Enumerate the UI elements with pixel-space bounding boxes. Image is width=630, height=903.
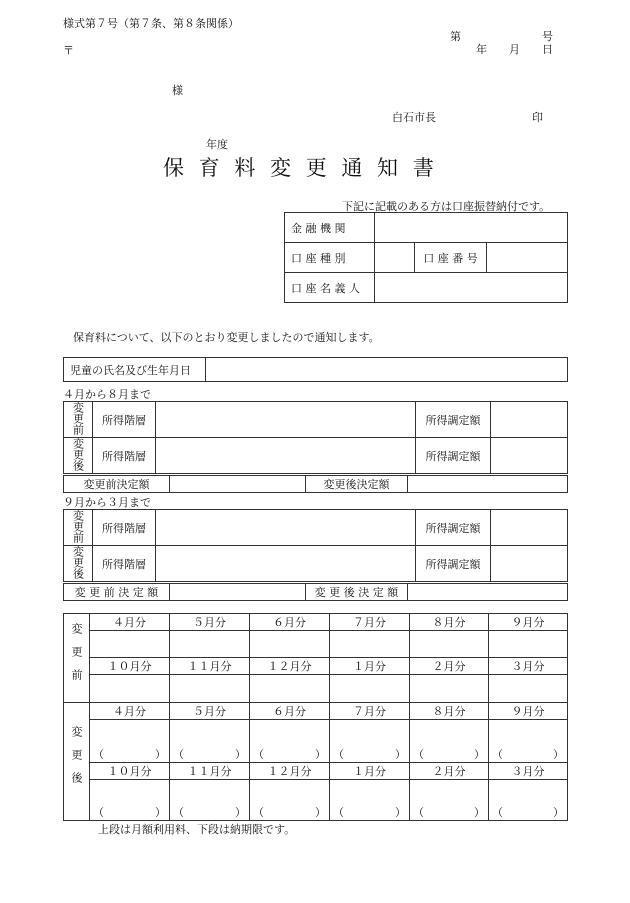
after-amount-cell [330, 780, 410, 821]
period2-after-label: 変更後 [64, 546, 93, 582]
bank-institution-value [375, 213, 568, 243]
date-day: 日 [542, 43, 553, 56]
close-paren: ） [395, 806, 406, 819]
due-date-parens [330, 807, 409, 820]
open-paren: （ [253, 748, 264, 761]
account-type-label: 口 座 種 別 [285, 243, 375, 273]
period1-after-class-value [156, 438, 416, 474]
after-amount-cell [90, 720, 170, 763]
open-paren: （ [93, 748, 104, 761]
before-amount-cell [410, 675, 489, 703]
close-paren: ） [235, 748, 246, 761]
after-month-label: ２月分 [410, 763, 489, 780]
before-amount-cell [330, 631, 410, 658]
period1-after-decision-value [408, 476, 568, 493]
before-month-label: １１月分 [170, 658, 250, 675]
before-amount-cell [170, 631, 250, 658]
bank-table [284, 212, 568, 303]
open-paren: （ [333, 748, 344, 761]
before-amount-cell [250, 675, 330, 703]
before-month-label: ５月分 [170, 614, 250, 631]
due-date-parens [489, 807, 567, 820]
due-date-parens [250, 749, 329, 762]
after-amount-cell [489, 720, 568, 763]
page-title: 保 育 料 変 更 通 知 書 [163, 156, 438, 180]
after-amount-cell [250, 720, 330, 763]
before-month-label: ７月分 [330, 614, 410, 631]
period1-table [63, 401, 568, 474]
period2-before-decision-label: 変 更 前 決 定 額 [64, 584, 170, 601]
period2-after-class-label: 所得階層 [93, 546, 156, 582]
period2-before-class-label: 所得階層 [93, 510, 156, 546]
period2-after-amount-label: 所得調定額 [416, 546, 491, 582]
period1-decision-table [63, 475, 568, 493]
after-month-label: ６月分 [250, 703, 330, 720]
open-paren: （ [413, 806, 424, 819]
open-paren: （ [413, 748, 424, 761]
account-holder-value [375, 273, 568, 303]
child-label: 児童の氏名及び生年月日 [64, 358, 206, 382]
period1-before-amount-value [491, 402, 568, 438]
due-date-parens [330, 749, 409, 762]
due-date-parens [410, 807, 488, 820]
account-number-label: 口 座 番 号 [415, 243, 487, 273]
close-paren: ） [395, 748, 406, 761]
after-amount-cell [489, 780, 568, 821]
period2-before-label: 変更前 [64, 510, 93, 546]
before-amount-cell [90, 675, 170, 703]
before-amount-cell [489, 675, 568, 703]
before-month-label: ８月分 [410, 614, 489, 631]
monthly-before-label: 変更前 [64, 614, 90, 703]
after-amount-cell [170, 780, 250, 821]
before-month-label: ２月分 [410, 658, 489, 675]
account-holder-label: 口 座 名 義 人 [285, 273, 375, 303]
period1-before-decision-value [170, 476, 306, 493]
period1-after-amount-value [491, 438, 568, 474]
before-month-label: １２月分 [250, 658, 330, 675]
period2-before-amount-label: 所得調定額 [416, 510, 491, 546]
close-paren: ） [235, 806, 246, 819]
close-paren: ） [155, 748, 166, 761]
period2-after-amount-value [491, 546, 568, 582]
before-month-label: ９月分 [489, 614, 568, 631]
period2-decision-table [63, 583, 568, 601]
after-month-label: ３月分 [489, 763, 568, 780]
child-table [63, 357, 568, 382]
notice-text: 保育料について、以下のとおり変更しましたので通知します。 [73, 331, 380, 344]
after-month-label: ５月分 [170, 703, 250, 720]
due-date-parens [170, 807, 249, 820]
open-paren: （ [492, 806, 503, 819]
seal-mark: 印 [532, 111, 543, 124]
monthly-after-label: 変更後 [64, 703, 90, 821]
open-paren: （ [492, 748, 503, 761]
postal-mark: 〒 [63, 44, 74, 57]
monthly-table [63, 613, 568, 821]
child-value [206, 358, 568, 382]
period1-before-amount-label: 所得調定額 [416, 402, 491, 438]
before-amount-cell [330, 675, 410, 703]
close-paren: ） [155, 806, 166, 819]
period2-before-decision-value [170, 584, 306, 601]
after-month-label: １２月分 [250, 763, 330, 780]
after-amount-cell [170, 720, 250, 763]
period1-before-class-value [156, 402, 416, 438]
period1-before-label: 変更前 [64, 402, 93, 438]
after-month-label: ４月分 [90, 703, 170, 720]
before-amount-cell [90, 631, 170, 658]
after-month-label: １月分 [330, 763, 410, 780]
before-month-label: ４月分 [90, 614, 170, 631]
period2-before-class-value [156, 510, 416, 546]
period1-after-class-label: 所得階層 [93, 438, 156, 474]
after-amount-cell [410, 720, 489, 763]
account-number-value [487, 243, 568, 273]
footer-note: 上段は月額利用料、下段は納期限です。 [98, 823, 296, 836]
addressee-honorific: 様 [172, 84, 183, 97]
period2-after-decision-value [408, 584, 568, 601]
after-amount-cell [410, 780, 489, 821]
after-month-label: １０月分 [90, 763, 170, 780]
after-month-label: ８月分 [410, 703, 489, 720]
date-year: 年 [476, 43, 487, 56]
due-date-parens [250, 807, 329, 820]
due-date-parens [90, 807, 169, 820]
period2-table [63, 509, 568, 582]
period1-after-label: 変更後 [64, 438, 93, 474]
before-amount-cell [410, 631, 489, 658]
period1-before-decision-label: 変更前決定額 [64, 476, 170, 493]
period2-title: ９月から３月まで [63, 496, 151, 509]
after-month-label: ９月分 [489, 703, 568, 720]
period1-after-amount-label: 所得調定額 [416, 438, 491, 474]
open-paren: （ [333, 806, 344, 819]
close-paren: ） [553, 748, 564, 761]
due-date-parens [410, 749, 488, 762]
period1-before-class-label: 所得階層 [93, 402, 156, 438]
period1-after-decision-label: 変更後決定額 [306, 476, 408, 493]
before-amount-cell [250, 631, 330, 658]
after-month-label: ７月分 [330, 703, 410, 720]
doc-number-prefix: 第 [450, 30, 461, 43]
account-type-value [375, 243, 415, 273]
period2-after-class-value [156, 546, 416, 582]
period2-after-decision-label: 変 更 後 決 定 額 [306, 584, 408, 601]
open-paren: （ [173, 748, 184, 761]
bank-institution-label: 金 融 機 関 [285, 213, 375, 243]
period2-before-amount-value [491, 510, 568, 546]
before-amount-cell [170, 675, 250, 703]
after-amount-cell [90, 780, 170, 821]
before-month-label: １月分 [330, 658, 410, 675]
date-month: 月 [509, 43, 520, 56]
before-month-label: １０月分 [90, 658, 170, 675]
before-month-label: ６月分 [250, 614, 330, 631]
before-month-label: ３月分 [489, 658, 568, 675]
after-amount-cell [330, 720, 410, 763]
fiscal-year-label: 年度 [206, 138, 228, 151]
after-month-label: １１月分 [170, 763, 250, 780]
open-paren: （ [93, 806, 104, 819]
period1-title: ４月から８月まで [63, 388, 151, 401]
close-paren: ） [474, 748, 485, 761]
due-date-parens [489, 749, 567, 762]
before-amount-cell [489, 631, 568, 658]
open-paren: （ [173, 806, 184, 819]
due-date-parens [90, 749, 169, 762]
mayor-label: 白石市長 [392, 111, 436, 124]
open-paren: （ [253, 806, 264, 819]
close-paren: ） [315, 748, 326, 761]
after-amount-cell [250, 780, 330, 821]
close-paren: ） [474, 806, 485, 819]
doc-number-suffix: 号 [542, 30, 553, 43]
due-date-parens [170, 749, 249, 762]
form-number: 様式第７号（第７条、第８条関係） [63, 17, 239, 30]
close-paren: ） [553, 806, 564, 819]
close-paren: ） [315, 806, 326, 819]
bank-note: 下記に記載のある方は口座振替納付です。 [342, 200, 551, 213]
